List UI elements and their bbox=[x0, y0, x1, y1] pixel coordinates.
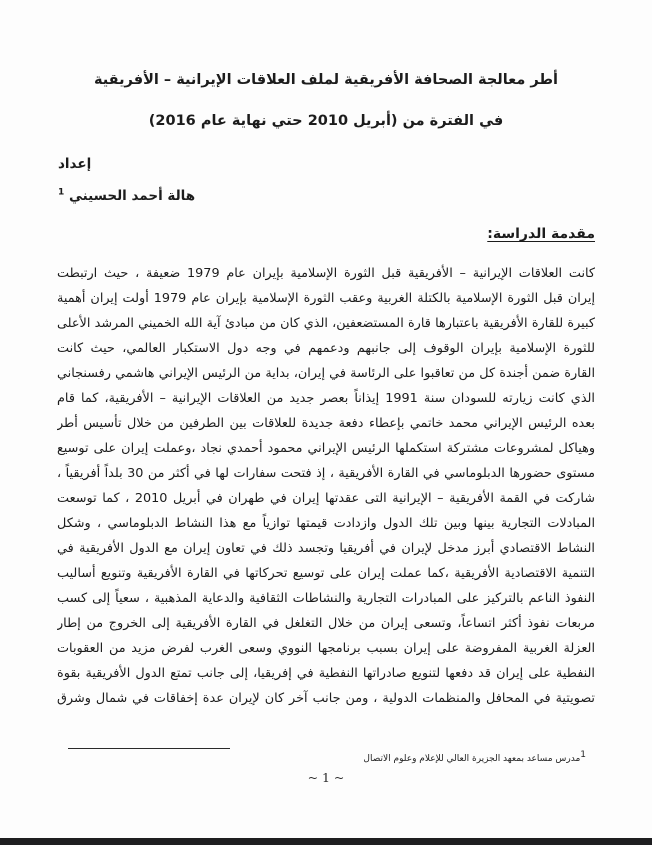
author-footnote-ref: 1 bbox=[58, 187, 65, 198]
author-name-text: هالة أحمد الحسيني bbox=[68, 188, 196, 204]
body-line: التنمية الاقتصادية الأفريقية ،كما عملت إيران على توسيع تحركاتها في القارة الأفريقية وتنويع أساليب bbox=[57, 566, 595, 581]
body-line: مربعات نفوذ أكثر اتساعاً، وتسعى إيران من خلال التغلغل في القارة الأفريقية إلى الخروج من إطار bbox=[57, 616, 595, 631]
section-heading-introduction: مقدمة الدراسة: bbox=[487, 226, 595, 242]
body-line: النشاط الاقتصادي أبرز مدخل لإيران في أفريقيا وتجسد ذلك في تعاون إيران مع الدول الأفريقية في bbox=[57, 541, 595, 556]
body-line: بعده الرئيس الإيراني محمد خاتمي بإعطاء دفعة جديدة للعلاقات بين الطرفين من خلال تأسيس أطر bbox=[57, 416, 595, 431]
body-line: العزلة الغربية المفروضة على إيران بسبب برنامجها النووي وسعى الغرب لفرض مزيد من العقوبات bbox=[57, 641, 595, 656]
body-line: القارة ضمن أجندة كل من تعاقبوا على الرئاسة في إيران، بداية من الرئيس الإيراني هاشمي رفسنجاني bbox=[57, 366, 595, 381]
body-line: للثورة الإسلامية بإيران الوقوف إلى جانبهم ودعمهم في وجه دول الاستكبار العالمي، حيث كانت bbox=[57, 341, 595, 356]
footnote-separator-line bbox=[68, 748, 230, 749]
body-line: وهياكل لمشروعات مشتركة استكملها الرئيس الإيراني محمود أحمدي نجاد ،وعملت إيران على توسيع bbox=[57, 441, 595, 456]
body-line: إيران قبل الثورة الإسلامية بالكتلة الغربية وعقب الثورة الإسلامية بإيران عام 1979 أولت إيران أهمية bbox=[57, 291, 595, 306]
body-paragraph bbox=[57, 261, 595, 713]
body-line: المبادلات التجارية بينها وبين تلك الدول وازدادت قيمتها توازياً مع هذا النشاط الدبلوماسي ، وشكل bbox=[57, 516, 595, 531]
body-line: كبيرة للقارة الأفريقية باعتبارها قارة المستضعفين، الذي كان من مبادئ آية الله الخميني المرشد الأعلى bbox=[57, 316, 595, 331]
author-name bbox=[58, 188, 195, 204]
footnote bbox=[363, 750, 586, 764]
document-title-line1: أطر معالجة الصحافة الأفريقية لملف العلاقات الإيرانية – الأفريقية bbox=[93, 72, 559, 88]
byline-label: إعداد bbox=[58, 156, 92, 172]
body-line: الذي كانت زيارته للسودان سنة 1991 إيذاناً بعصر جديد من العلاقات الإيرانية – الأفريقية، كما قام bbox=[57, 391, 595, 406]
footnote-text: مدرس مساعد بمعهد الجزيرة العالي للإعلام وعلوم الاتصال bbox=[363, 754, 581, 764]
page-number: ~ 1 ~ bbox=[307, 770, 345, 785]
body-line: تصويتية في المحافل والمنظمات الدولية ، ومن جانب آخر كان لإيران عدة إخفاقات في شمال وشرق bbox=[57, 691, 595, 706]
footnote-marker: 1 bbox=[580, 750, 586, 760]
body-line: شاركت في القمة الأفريقية – الإيرانية التى عقدتها إيران في طهران في أبريل 2010 ، كما توسعت bbox=[57, 491, 595, 506]
body-line: النفوذ الناعم بالتركيز على المبادرات التجارية والنشاطات الثقافية والدعاية المذهبية ، سعياً إلى كسب bbox=[57, 591, 595, 606]
body-line: النفطية على إيران قد دفعها لتنويع صادراتها النفطية في إفريقيا، إلى جانب تمتع الدول الأفريقية بقوة bbox=[57, 666, 595, 681]
body-line: مستوى حضورها الدبلوماسي في القارة الأفريقية ، إذ فتحت سفارات لها في أكثر من 30 بلداً أفريقياً ، bbox=[57, 466, 595, 481]
document-title-line2: في الفترة من (أبريل 2010 حتي نهاية عام 2016) bbox=[148, 113, 504, 129]
body-line: كانت العلاقات الإيرانية – الأفريقية قبل الثورة الإسلامية بإيران عام 1979 ضعيفة ، حيث ارتبطت bbox=[57, 266, 595, 281]
scan-bottom-edge bbox=[0, 838, 652, 845]
